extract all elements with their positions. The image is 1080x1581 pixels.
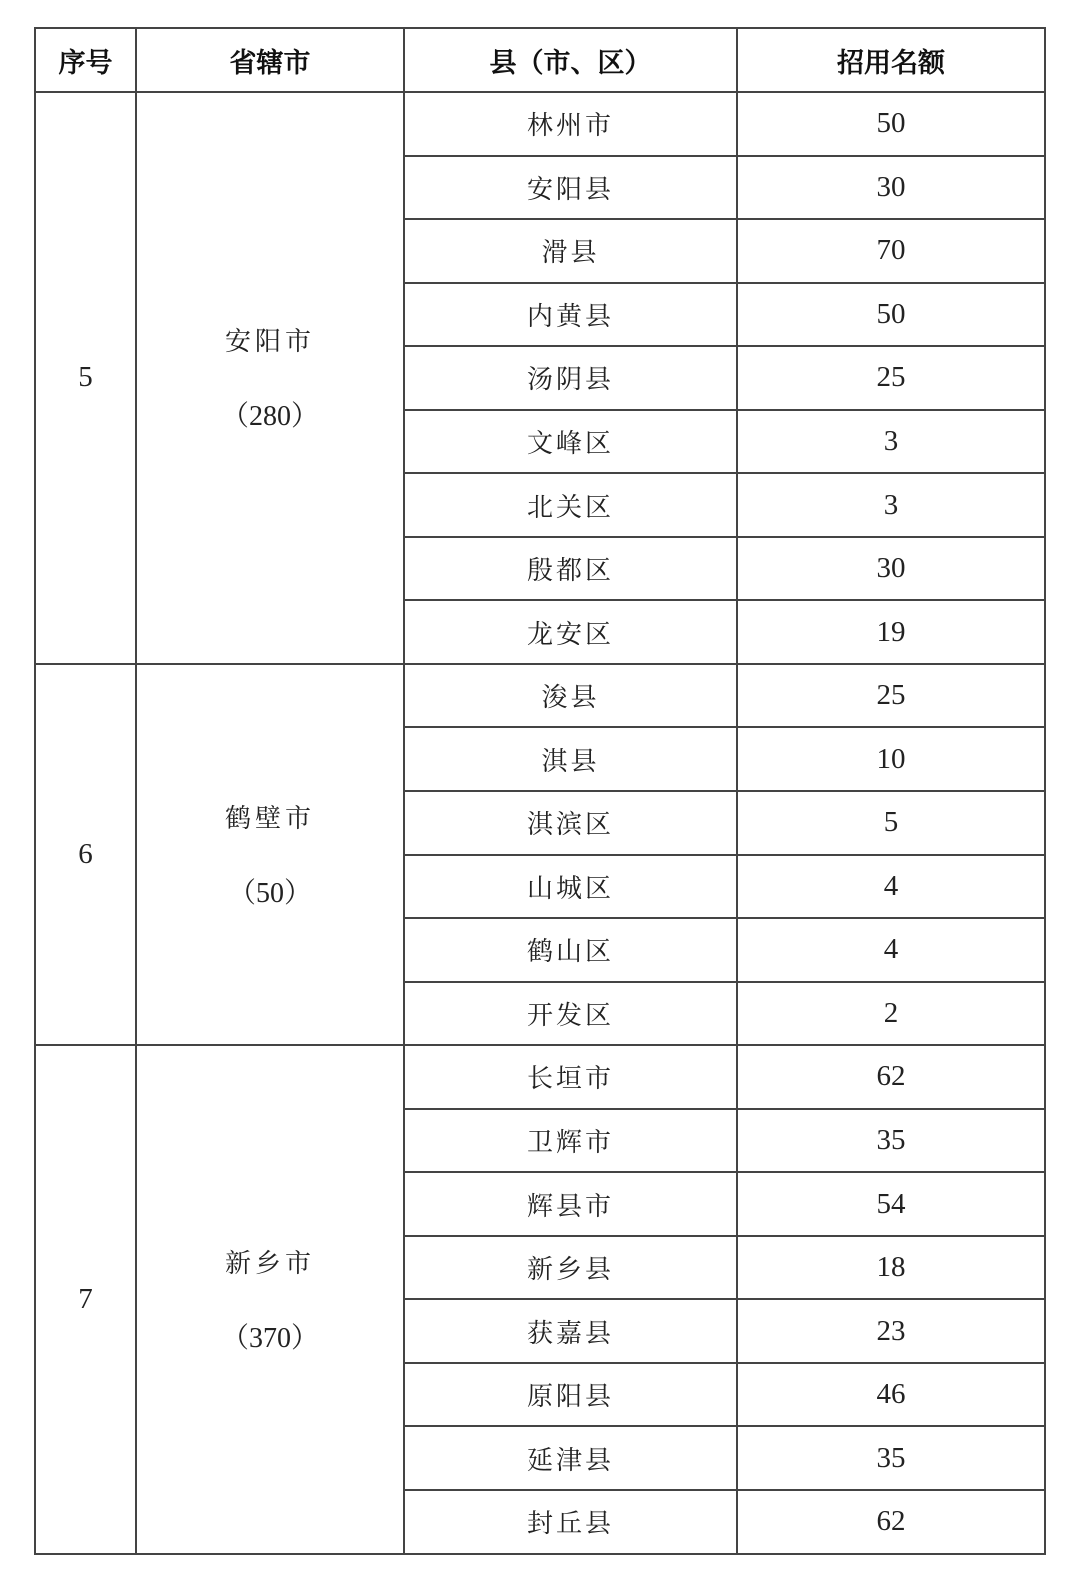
county-cell: 长垣市 — [404, 1045, 737, 1109]
quota-cell: 25 — [737, 346, 1045, 410]
quota-cell: 3 — [737, 473, 1045, 537]
quota-cell: 4 — [737, 855, 1045, 919]
table-row — [35, 92, 1045, 156]
quota-cell: 3 — [737, 410, 1045, 474]
city-cell — [136, 664, 404, 1045]
quota-cell: 35 — [737, 1109, 1045, 1173]
city-quota: （50） — [227, 878, 312, 910]
city-cell — [136, 92, 404, 664]
seq-cell: 6 — [35, 664, 136, 1045]
quota-cell: 30 — [737, 156, 1045, 220]
county-cell: 新乡县 — [404, 1236, 737, 1300]
county-cell: 殷都区 — [404, 537, 737, 601]
quota-cell: 62 — [737, 1045, 1045, 1109]
quota-cell: 5 — [737, 791, 1045, 855]
county-cell: 滑县 — [404, 219, 737, 283]
county-cell: 延津县 — [404, 1426, 737, 1490]
county-cell: 淇县 — [404, 727, 737, 791]
city-cell — [136, 1045, 404, 1553]
header-city: 省辖市 — [136, 28, 404, 92]
county-cell: 封丘县 — [404, 1490, 737, 1554]
county-cell: 淇滨区 — [404, 791, 737, 855]
quota-cell: 18 — [737, 1236, 1045, 1300]
county-cell: 北关区 — [404, 473, 737, 537]
city-quota: （280） — [220, 401, 319, 433]
quota-cell: 4 — [737, 918, 1045, 982]
quota-cell: 10 — [737, 727, 1045, 791]
quota-cell: 23 — [737, 1299, 1045, 1363]
city-name: 鹤壁市 — [224, 804, 315, 835]
quota-cell: 35 — [737, 1426, 1045, 1490]
county-cell: 浚县 — [404, 664, 737, 728]
county-cell: 内黄县 — [404, 283, 737, 347]
header-quota: 招用名额 — [737, 28, 1045, 92]
city-name: 安阳市 — [224, 327, 315, 358]
quota-cell: 2 — [737, 982, 1045, 1046]
header-row — [35, 28, 1045, 92]
seq-cell: 5 — [35, 92, 136, 664]
quota-cell: 19 — [737, 600, 1045, 664]
county-cell: 辉县市 — [404, 1172, 737, 1236]
county-cell: 原阳县 — [404, 1363, 737, 1427]
county-cell: 开发区 — [404, 982, 737, 1046]
quota-cell: 30 — [737, 537, 1045, 601]
seq-cell: 7 — [35, 1045, 136, 1553]
table-row — [35, 1045, 1045, 1109]
quota-cell: 50 — [737, 283, 1045, 347]
header-seq: 序号 — [35, 28, 136, 92]
county-cell: 汤阴县 — [404, 346, 737, 410]
county-cell: 林州市 — [404, 92, 737, 156]
quota-cell: 50 — [737, 92, 1045, 156]
quota-cell: 46 — [737, 1363, 1045, 1427]
table-row — [35, 664, 1045, 728]
quota-cell: 25 — [737, 664, 1045, 728]
quota-table — [34, 27, 1046, 1555]
quota-cell: 70 — [737, 219, 1045, 283]
quota-cell: 54 — [737, 1172, 1045, 1236]
county-cell: 山城区 — [404, 855, 737, 919]
county-cell: 安阳县 — [404, 156, 737, 220]
quota-cell: 62 — [737, 1490, 1045, 1554]
county-cell: 获嘉县 — [404, 1299, 737, 1363]
city-name: 新乡市 — [224, 1248, 315, 1279]
county-cell: 文峰区 — [404, 410, 737, 474]
county-cell: 鹤山区 — [404, 918, 737, 982]
county-cell: 卫辉市 — [404, 1109, 737, 1173]
header-county: 县（市、区） — [404, 28, 737, 92]
city-quota: （370） — [220, 1322, 319, 1354]
county-cell: 龙安区 — [404, 600, 737, 664]
